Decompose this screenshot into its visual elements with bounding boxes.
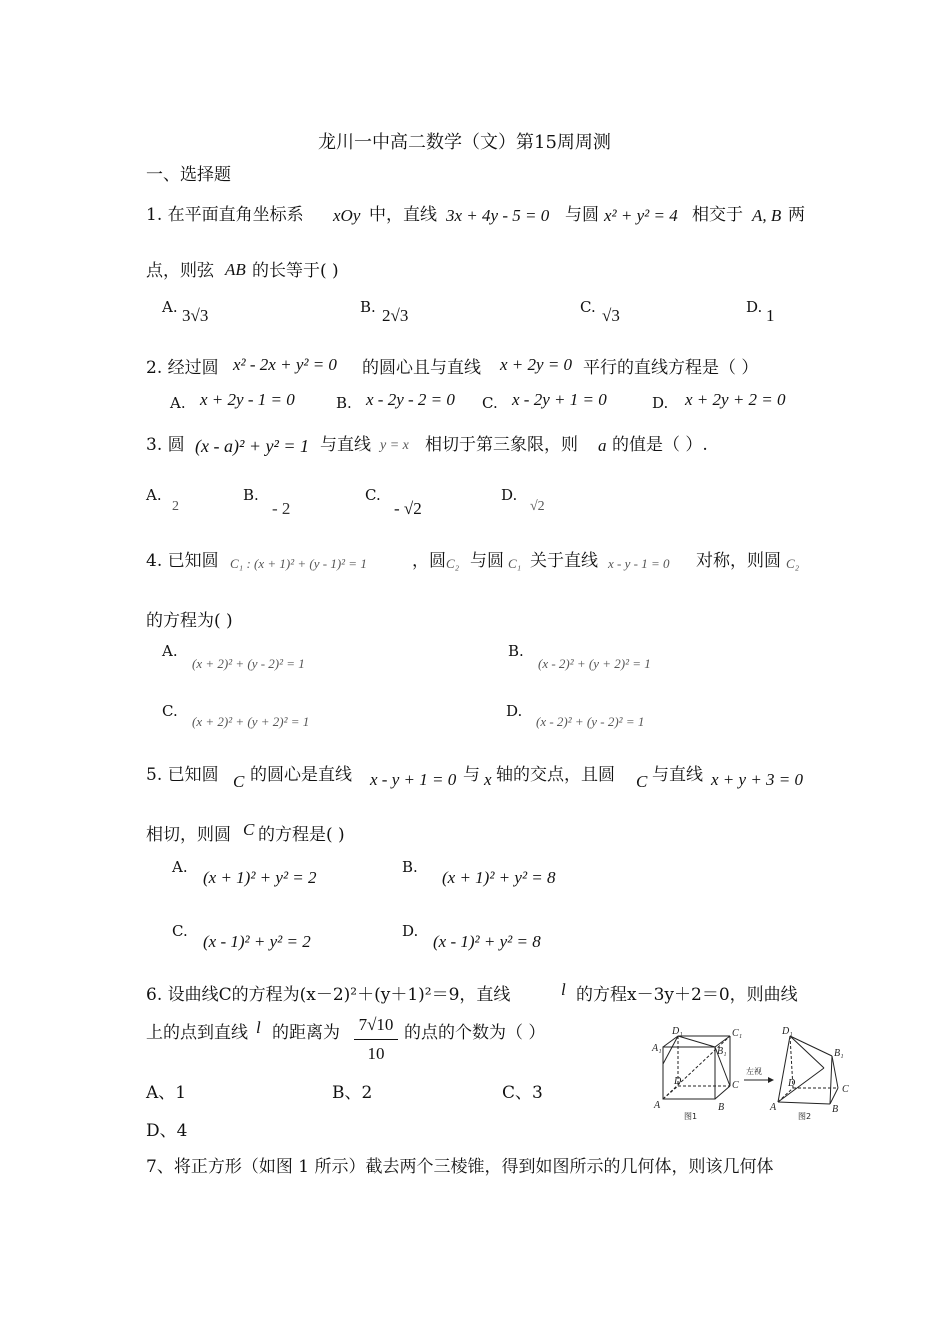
q5-math-5: x + y + 3 = 0: [711, 770, 804, 789]
q2-option-a-label: A.: [170, 394, 186, 412]
fig2-label-a: A: [770, 1102, 777, 1113]
q3-text-3: 相切于第三象限，则: [425, 435, 578, 455]
q3-option-d-label: D.: [501, 486, 518, 504]
q5-option-c: (x - 1)² + y² = 2: [203, 932, 311, 951]
q2-option-c-label: C.: [482, 394, 498, 412]
q3-option-b-label: B.: [243, 486, 259, 504]
figure-1-caption: 图1: [684, 1112, 698, 1121]
label-c: C: [732, 1080, 739, 1091]
q5-math-4: C: [636, 772, 648, 791]
q3-text-2: 与直线: [320, 435, 371, 455]
q3-math-2: y = x: [380, 438, 409, 453]
q3-text-4: 的值是（ ）.: [612, 435, 708, 455]
q5-text-5: 与直线: [652, 765, 703, 785]
q4-text-3: 与圆: [470, 551, 504, 571]
q1-math-2: 3x + 4y - 5 = 0: [446, 206, 550, 225]
q1-text-3: 与圆: [565, 205, 599, 225]
q6-fraction-bar: [354, 1039, 398, 1040]
q2-option-a: x + 2y - 1 = 0: [200, 390, 295, 409]
q3-math-1: (x - a)² + y² = 1: [195, 436, 310, 456]
arrow-label: 左视: [746, 1067, 762, 1076]
q3-option-c: - √2: [394, 499, 422, 518]
q1-text-6: 点，则弦: [146, 261, 214, 281]
q6-option-a: A、1: [146, 1083, 187, 1103]
q5-text-3: 与: [463, 765, 480, 785]
q1-option-a-label: A.: [162, 298, 178, 316]
q1-option-a: 3√3: [182, 306, 209, 325]
q4-option-a-label: A.: [162, 642, 178, 660]
figure-2-solid: [778, 1036, 838, 1104]
view-arrow: [744, 1066, 774, 1083]
figure-2-caption: 图2: [798, 1112, 812, 1121]
q5-math-1: C: [233, 772, 245, 791]
q4-math-2: C₂: [446, 556, 460, 571]
q1-text-1: 1. 在平面直角坐标系: [146, 205, 304, 225]
q1-text-4: 相交于: [692, 205, 743, 225]
section-heading: 一、选择题: [146, 165, 231, 185]
fig2-label-b1: B₁: [834, 1048, 844, 1059]
q5-option-b: (x + 1)² + y² = 8: [442, 868, 556, 887]
q1-text-7: 的长等于( ): [252, 261, 339, 281]
q4-text-6: 的方程为( ): [146, 611, 233, 631]
q5-option-a-label: A.: [172, 858, 188, 876]
fig2-label-c: C: [842, 1084, 849, 1095]
q4-option-c-label: C.: [162, 702, 178, 720]
q5-math-3: x: [484, 770, 492, 789]
q6-text-4: 的距离为: [272, 1023, 340, 1043]
q2-text-1: 2. 经过圆: [146, 358, 219, 378]
q6-math-1: l: [561, 980, 566, 999]
q4-option-d: (x - 2)² + (y - 2)² = 1: [536, 714, 645, 729]
q2-option-b: x - 2y - 2 = 0: [366, 390, 455, 409]
q6-text-1: 6. 设曲线C的方程为(x－2)²＋(y＋1)²＝9，直线: [146, 985, 511, 1005]
label-b1: B₁: [717, 1046, 727, 1057]
fig2-label-b: B: [832, 1104, 839, 1115]
q1-math-5: AB: [225, 260, 246, 279]
figure-1-labels: [651, 1026, 742, 1113]
q1-option-b-label: B.: [360, 298, 376, 316]
q1-option-c-label: C.: [580, 298, 596, 316]
q4-text-5: 对称，则圆: [696, 551, 781, 571]
q1-text-2: 中，直线: [369, 205, 437, 225]
q3-option-d: √2: [530, 499, 545, 514]
q5-text-6: 相切，则圆: [146, 825, 231, 845]
q3-option-b: - 2: [272, 499, 291, 518]
q4-text-4: 关于直线: [530, 551, 598, 571]
label-d: D: [674, 1076, 682, 1087]
q4-math-5: C₂: [786, 556, 800, 571]
label-a: A: [654, 1100, 661, 1111]
label-d1: D₁: [672, 1026, 683, 1037]
q2-text-2: 的圆心且与直线: [362, 358, 481, 378]
q5-option-d-label: D.: [402, 922, 419, 940]
q5-math-2: x - y + 1 = 0: [370, 770, 457, 789]
q3-text-1: 3. 圆: [146, 435, 185, 455]
label-c1: C₁: [732, 1028, 743, 1039]
geometry-figure: [648, 1024, 858, 1122]
q1-option-c: √3: [602, 306, 620, 325]
q1-math-4: A, B: [752, 206, 782, 225]
q6-option-b: B、2: [332, 1083, 373, 1103]
q5-text-1: 5. 已知圆: [146, 765, 219, 785]
q6-fraction-numerator: 7√10: [358, 1015, 394, 1034]
q5-text-7: 的方程是( ): [258, 825, 345, 845]
q5-text-2: 的圆心是直线: [250, 765, 352, 785]
q1-option-b: 2√3: [382, 306, 409, 325]
label-b: B: [718, 1102, 725, 1113]
q3-option-a: 2: [172, 499, 179, 514]
fig2-label-d1: D₁: [782, 1026, 793, 1037]
q6-option-c: C、3: [502, 1083, 543, 1103]
q3-option-c-label: C.: [365, 486, 381, 504]
q5-option-a: (x + 1)² + y² = 2: [203, 868, 317, 887]
q3-option-a-label: A.: [146, 486, 162, 504]
q5-option-c-label: C.: [172, 922, 188, 940]
q1-math-1: xOy: [333, 206, 361, 225]
fig2-label-d: D: [788, 1078, 796, 1089]
q4-option-b: (x - 2)² + (y + 2)² = 1: [538, 656, 651, 671]
q4-math-4: x - y - 1 = 0: [608, 556, 670, 571]
q7-text: 7、将正方形（如图 1 所示）截去两个三棱锥，得到如图所示的几何体，则该几何体: [146, 1157, 774, 1177]
q6-text-3: 上的点到直线: [146, 1023, 248, 1043]
q4-option-a: (x + 2)² + (y - 2)² = 1: [192, 656, 305, 671]
q4-option-b-label: B.: [508, 642, 524, 660]
q2-text-3: 平行的直线方程是（ ）: [583, 358, 759, 378]
q4-option-d-label: D.: [506, 702, 523, 720]
q5-math-6: C: [243, 820, 255, 839]
q6-text-5: 的点的个数为（ ）: [404, 1023, 546, 1043]
q1-text-5: 两: [788, 205, 805, 225]
q1-option-d-label: D.: [746, 298, 763, 316]
q4-math-1: C₁ : (x + 1)² + (y - 1)² = 1: [230, 556, 367, 571]
label-a1: A₁: [652, 1043, 662, 1054]
q6-option-d: D、4: [146, 1121, 188, 1141]
q2-option-d: x + 2y + 2 = 0: [685, 390, 786, 409]
q5-option-d: (x - 1)² + y² = 8: [433, 932, 541, 951]
q2-option-b-label: B.: [336, 394, 352, 412]
q4-math-3: C₁: [508, 556, 522, 571]
q6-text-2: 的方程x－3y＋2＝0，则曲线: [576, 985, 798, 1005]
q2-option-d-label: D.: [652, 394, 669, 412]
q4-text-1: 4. 已知圆: [146, 551, 219, 571]
q2-math-1: x² - 2x + y² = 0: [233, 355, 337, 374]
q2-math-2: x + 2y = 0: [500, 355, 573, 374]
q6-math-2: l: [256, 1018, 261, 1037]
q3-math-3: a: [598, 436, 607, 455]
page-title: 龙川一中高二数学（文）第15周周测: [318, 132, 611, 153]
q5-option-b-label: B.: [402, 858, 418, 876]
q4-option-c: (x + 2)² + (y + 2)² = 1: [192, 714, 310, 729]
q5-text-4: 轴的交点，且圆: [496, 765, 615, 785]
q1-math-3: x² + y² = 4: [604, 206, 678, 225]
q4-text-2: ，圆: [412, 551, 446, 571]
q6-fraction-denominator: 10: [367, 1044, 385, 1063]
q2-option-c: x - 2y + 1 = 0: [512, 390, 607, 409]
q1-option-d: 1: [766, 306, 775, 325]
